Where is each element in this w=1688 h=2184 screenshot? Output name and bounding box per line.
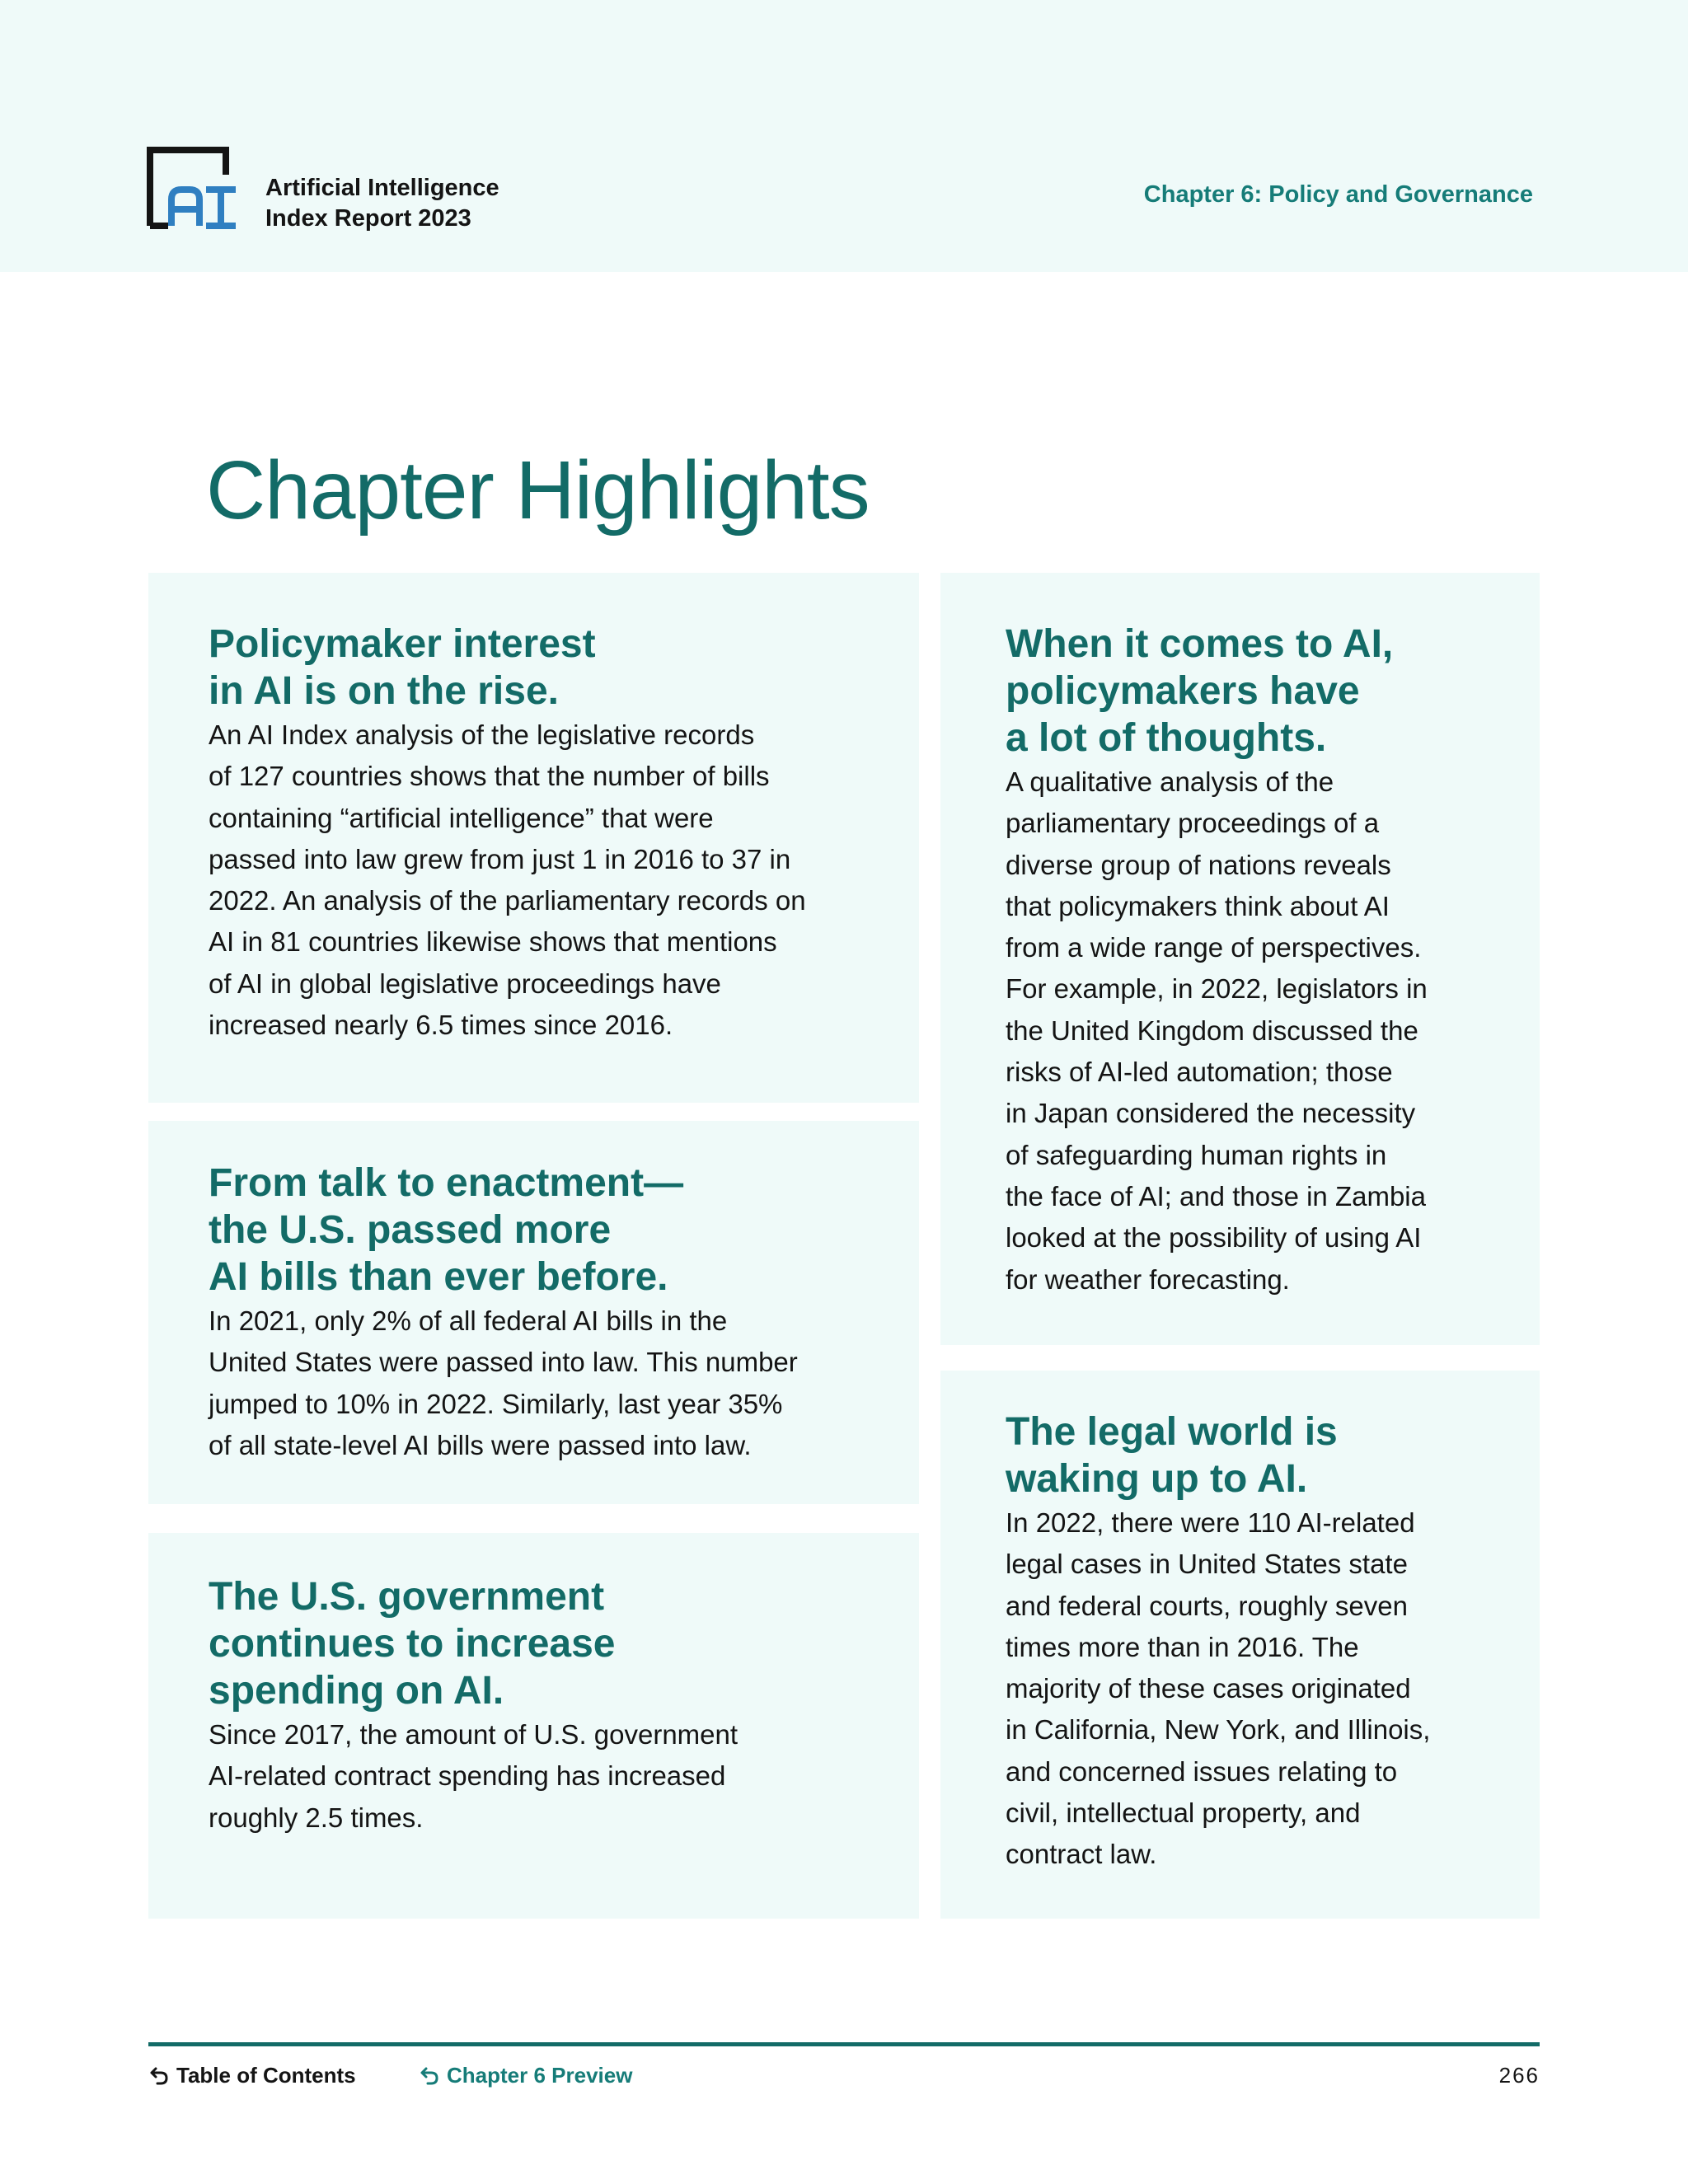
card-title-line: spending on AI. — [209, 1669, 504, 1713]
card-title-line: the U.S. passed more — [209, 1208, 612, 1252]
ai-index-logo-icon — [147, 147, 239, 229]
return-arrow-icon — [148, 2064, 170, 2086]
card-body-line: Since 2017, the amount of U.S. government — [209, 1719, 738, 1750]
card-title — [1006, 621, 1507, 762]
card-body-line: times more than in 2016. The — [1006, 1631, 1359, 1662]
chapter-preview-label: Chapter 6 Preview — [447, 2063, 633, 2088]
card-title-line: in AI is on the rise. — [209, 669, 559, 713]
card-body-line: of 127 countries shows that the number of bills — [209, 761, 770, 792]
chapter-preview-link[interactable] — [419, 2060, 632, 2090]
card-body-line: majority of these cases originated — [1006, 1673, 1411, 1704]
chapter-label: Chapter 6: Policy and Governance — [1143, 181, 1533, 208]
card-body-line: In 2022, there were 110 AI-related — [1006, 1507, 1415, 1538]
page-number: 266 — [1498, 2063, 1540, 2088]
card-title — [1006, 1408, 1507, 1502]
card-body-line: United States were passed into law. This number — [209, 1347, 798, 1378]
card-body-line: containing “artificial intelligence” that were — [209, 802, 714, 833]
card-body — [209, 1714, 886, 1839]
highlight-card — [940, 573, 1540, 1345]
card-title-line: From talk to enactment— — [209, 1161, 684, 1205]
card-body-line: that policymakers think about AI — [1006, 890, 1390, 921]
page-title: Chapter Highlights — [206, 444, 870, 537]
report-name-line: Index Report 2023 — [265, 205, 471, 232]
card-body-line: For example, in 2022, legislators in — [1006, 973, 1428, 1005]
card-body-line: the United Kingdom discussed the — [1006, 1015, 1418, 1046]
report-name-line: Artificial Intelligence — [265, 175, 499, 201]
card-body-line: 2022. An analysis of the parliamentary records on — [209, 885, 806, 916]
card-title — [209, 1160, 886, 1301]
footer-divider — [148, 2042, 1540, 2046]
card-title-line: a lot of thoughts. — [1006, 716, 1327, 760]
card-title-line: policymakers have — [1006, 669, 1360, 713]
card-body-line: of all state-level AI bills were passed into law. — [209, 1429, 752, 1460]
card-body-line: risks of AI-led automation; those — [1006, 1057, 1393, 1088]
card-body-line: in Japan considered the necessity — [1006, 1098, 1416, 1129]
card-title — [209, 621, 886, 715]
card-title — [209, 1573, 886, 1714]
card-body-line: looked at the possibility of using AI — [1006, 1222, 1422, 1254]
card-body-line: from a wide range of perspectives. — [1006, 932, 1422, 963]
card-body — [209, 715, 886, 1046]
highlight-card — [940, 1371, 1540, 1919]
card-body-line: roughly 2.5 times. — [209, 1802, 424, 1833]
card-body-line: jumped to 10% in 2022. Similarly, last year 35% — [209, 1388, 783, 1419]
card-body-line: increased nearly 6.5 times since 2016. — [209, 1010, 673, 1041]
card-body-line: AI-related contract spending has increased — [209, 1760, 726, 1792]
highlight-card — [148, 1121, 919, 1504]
return-arrow-icon — [419, 2064, 440, 2086]
card-body-line: An AI Index analysis of the legislative records — [209, 719, 755, 750]
card-body-line: in California, New York, and Illinois, — [1006, 1714, 1431, 1746]
card-body-line: passed into law grew from just 1 in 2016 to 37 in — [209, 843, 791, 874]
card-body-line: and concerned issues relating to — [1006, 1755, 1398, 1787]
header-band — [0, 0, 1688, 272]
card-title-line: The legal world is — [1006, 1410, 1338, 1454]
table-of-contents-link[interactable] — [148, 2060, 356, 2090]
card-body-line: diverse group of nations reveals — [1006, 849, 1391, 880]
card-title-line: AI bills than ever before. — [209, 1255, 668, 1299]
card-title-line: When it comes to AI, — [1006, 622, 1394, 666]
card-body-line: the face of AI; and those in Zambia — [1006, 1180, 1426, 1212]
card-body-line: civil, intellectual property, and — [1006, 1797, 1361, 1829]
card-body-line: In 2021, only 2% of all federal AI bills in the — [209, 1305, 728, 1336]
highlight-card — [148, 573, 919, 1103]
report-name — [265, 173, 499, 234]
card-title-line: waking up to AI. — [1006, 1457, 1308, 1501]
card-body-line: legal cases in United States state — [1006, 1549, 1408, 1580]
card-body-line: for weather forecasting. — [1006, 1263, 1290, 1295]
card-body — [209, 1301, 886, 1466]
table-of-contents-label: Table of Contents — [176, 2063, 356, 2088]
card-body-line: A qualitative analysis of the — [1006, 766, 1334, 797]
card-body — [1006, 762, 1507, 1301]
card-body-line: parliamentary proceedings of a — [1006, 808, 1380, 839]
card-title-line: The U.S. government — [209, 1575, 605, 1619]
card-title-line: Policymaker interest — [209, 622, 596, 666]
card-body-line: and federal courts, roughly seven — [1006, 1590, 1408, 1621]
card-body — [1006, 1502, 1507, 1876]
highlight-card — [148, 1533, 919, 1919]
card-body-line: of AI in global legislative proceedings have — [209, 968, 721, 999]
card-title-line: continues to increase — [209, 1622, 616, 1666]
card-body-line: contract law. — [1006, 1839, 1157, 1870]
card-body-line: AI in 81 countries likewise shows that mentions — [209, 926, 777, 958]
card-body-line: of safeguarding human rights in — [1006, 1139, 1387, 1170]
